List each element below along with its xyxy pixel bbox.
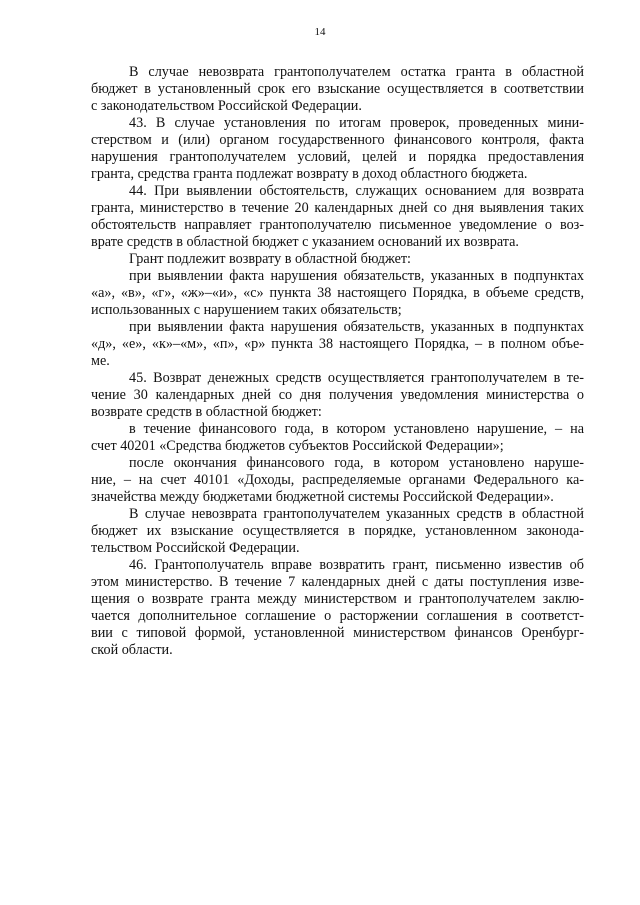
text-line: ме. bbox=[91, 353, 110, 369]
text-line: щения о возврате гранта между министерством и грантополучателем заклю- bbox=[91, 591, 584, 607]
text-line: вии с типовой формой, установленной министерством финансов Оренбург- bbox=[91, 625, 584, 641]
text-line: Грант подлежит возврату в областной бюджет: bbox=[129, 251, 412, 267]
text-line: врате средств в областной бюджет с указанием оснований их возврата. bbox=[91, 234, 519, 250]
text-line: нарушения грантополучателем условий, целей и порядка предоставления bbox=[91, 149, 584, 165]
text-line: чение 30 календарных дней со дня получения уведомления министерства о bbox=[91, 387, 584, 403]
text-line: бюджет их взыскание осуществляется в порядке, установленном законода- bbox=[91, 523, 584, 539]
text-line: 44. При выявлении обстоятельств, служащих основанием для возврата bbox=[129, 183, 584, 199]
text-line: В случае невозврата грантополучателем остатка гранта в областной bbox=[129, 64, 584, 80]
text-line: гранта, министерство в течение 20 календарных дней со дня выявления таких bbox=[91, 200, 584, 216]
text-line: тельством Российской Федерации. bbox=[91, 540, 300, 556]
text-line: 45. Возврат денежных средств осуществляется грантополучателем в те- bbox=[129, 370, 584, 386]
document-body bbox=[91, 64, 584, 659]
text-line: ской области. bbox=[91, 642, 173, 658]
text-line: обстоятельств направляет грантополучателю письменное уведомление о воз- bbox=[91, 217, 584, 233]
text-line: чается дополнительное соглашение о расторжении соглашения в соответст- bbox=[91, 608, 584, 624]
text-line: счет 40201 «Средства бюджетов субъектов Российской Федерации»; bbox=[91, 438, 504, 454]
text-line: возврате средств в областной бюджет: bbox=[91, 404, 322, 420]
text-line: этом министерство. В течение 7 календарных дней с даты поступления изве- bbox=[91, 574, 584, 590]
text-line: использованных с нарушением таких обязательств; bbox=[91, 302, 402, 318]
text-line: ние, – на счет 40101 «Доходы, распределяемые органами Федерального ка- bbox=[91, 472, 584, 488]
text-line: значейства между бюджетами бюджетной системы Российской Федерации». bbox=[91, 489, 554, 505]
text-line: гранта, средства гранта подлежат возврату в доход областного бюджета. bbox=[91, 166, 528, 182]
text-line: «д», «е», «к»–«м», «п», «р» пункта 38 настоящего Порядка, – в полном объе- bbox=[91, 336, 584, 352]
text-line: после окончания финансового года, в котором установлено наруше- bbox=[129, 455, 584, 471]
text-line: 43. В случае установления по итогам проверок, проведенных мини- bbox=[129, 115, 584, 131]
text-line: при выявлении факта нарушения обязательств, указанных в подпунктах bbox=[129, 319, 584, 335]
text-line: бюджет в установленный срок его взыскание осуществляется в соответствии bbox=[91, 81, 584, 97]
page-number: 14 bbox=[314, 26, 326, 38]
text-line: стерством и (или) органом государственного финансового контроля, факта bbox=[91, 132, 584, 148]
text-line: В случае невозврата грантополучателем указанных средств в областной bbox=[129, 506, 584, 522]
text-line: 46. Грантополучатель вправе возвратить грант, письменно известив об bbox=[129, 557, 584, 573]
text-line: с законодательством Российской Федерации. bbox=[91, 98, 362, 114]
text-line: «а», «в», «г», «ж»–«и», «с» пункта 38 настоящего Порядка, в объеме средств, bbox=[91, 285, 584, 301]
text-line: при выявлении факта нарушения обязательств, указанных в подпунктах bbox=[129, 268, 584, 284]
text-line: в течение финансового года, в котором установлено нарушение, – на bbox=[129, 421, 584, 437]
